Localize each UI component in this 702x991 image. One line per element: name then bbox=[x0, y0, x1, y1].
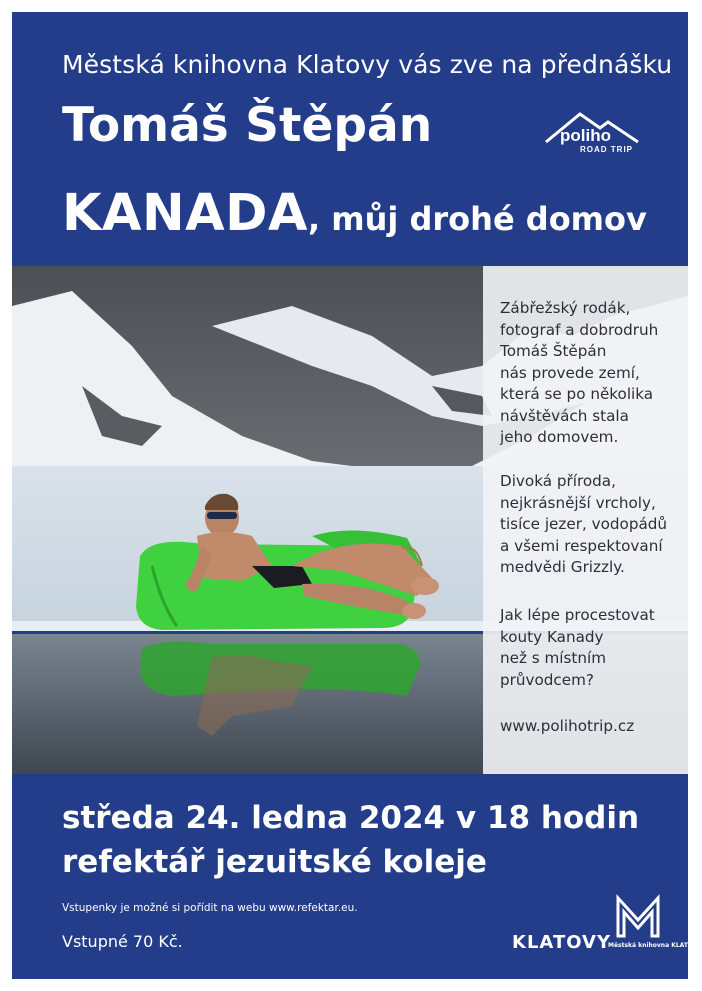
lecture-title bbox=[62, 184, 647, 243]
library-logo-text: Městská knihovna KLATOVY bbox=[608, 942, 702, 949]
panel-nature-line: Divoká příroda, bbox=[500, 472, 616, 490]
panel-intro-paragraph bbox=[500, 298, 658, 449]
poliho-logo-name: poliho bbox=[560, 126, 611, 145]
panel-nature-line: medvědi Grizzly. bbox=[500, 558, 625, 576]
panel-intro-line: jeho domovem. bbox=[500, 428, 619, 446]
panel-nature-line: a všemi respektovaní bbox=[500, 536, 663, 555]
info-panel bbox=[483, 266, 688, 774]
panel-question-line: než s místním bbox=[500, 649, 607, 667]
panel-intro-line: nás provede zemí, bbox=[500, 363, 640, 382]
speaker-name: Tomáš Štěpán bbox=[62, 98, 433, 153]
event-date: středa 24. ledna 2024 v 18 hodin bbox=[62, 800, 640, 836]
panel-question-line: Jak lépe procestovat bbox=[500, 606, 655, 624]
poliho-roadtrip-logo bbox=[542, 108, 642, 156]
tickets-note: Vstupenky je možné si pořídit na webu www.refektar.eu. bbox=[62, 902, 358, 914]
panel-question-line: průvodcem? bbox=[500, 670, 594, 689]
panel-intro-line: Zábřežský rodák, bbox=[500, 299, 631, 317]
entry-price: Vstupné 70 Kč. bbox=[62, 932, 183, 951]
panel-intro-line: Tomáš Štěpán bbox=[500, 342, 607, 360]
library-m-icon bbox=[608, 894, 668, 940]
panel-nature-paragraph bbox=[500, 471, 667, 579]
panel-intro-line: která se po několika bbox=[500, 385, 654, 403]
panel-question-paragraph bbox=[500, 605, 655, 691]
lecture-title-rest: , můj drohé domov bbox=[307, 200, 647, 238]
panel-intro-line: návštěvách stala bbox=[500, 406, 629, 425]
mountain-roof-icon bbox=[542, 108, 642, 156]
lecture-title-main: KANADA bbox=[62, 184, 308, 243]
klatovy-city-logo: KLATOVY bbox=[512, 932, 612, 953]
library-logo bbox=[608, 894, 702, 966]
panel-nature-line: nejkrásnější vrcholy, bbox=[500, 493, 656, 512]
poliho-logo-subtitle: ROAD TRIP bbox=[580, 145, 633, 154]
event-poster bbox=[12, 12, 702, 979]
panel-question-line: kouty Kanady bbox=[500, 627, 604, 646]
website-link[interactable]: www.polihotrip.cz bbox=[500, 717, 635, 735]
event-venue: refektář jezuitské koleje bbox=[62, 844, 487, 880]
invite-line: Městská knihovna Klatovy vás zve na přednášku bbox=[62, 50, 673, 79]
panel-nature-line: tisíce jezer, vodopádů bbox=[500, 515, 668, 533]
panel-intro-line: fotograf a dobrodruh bbox=[500, 320, 659, 339]
